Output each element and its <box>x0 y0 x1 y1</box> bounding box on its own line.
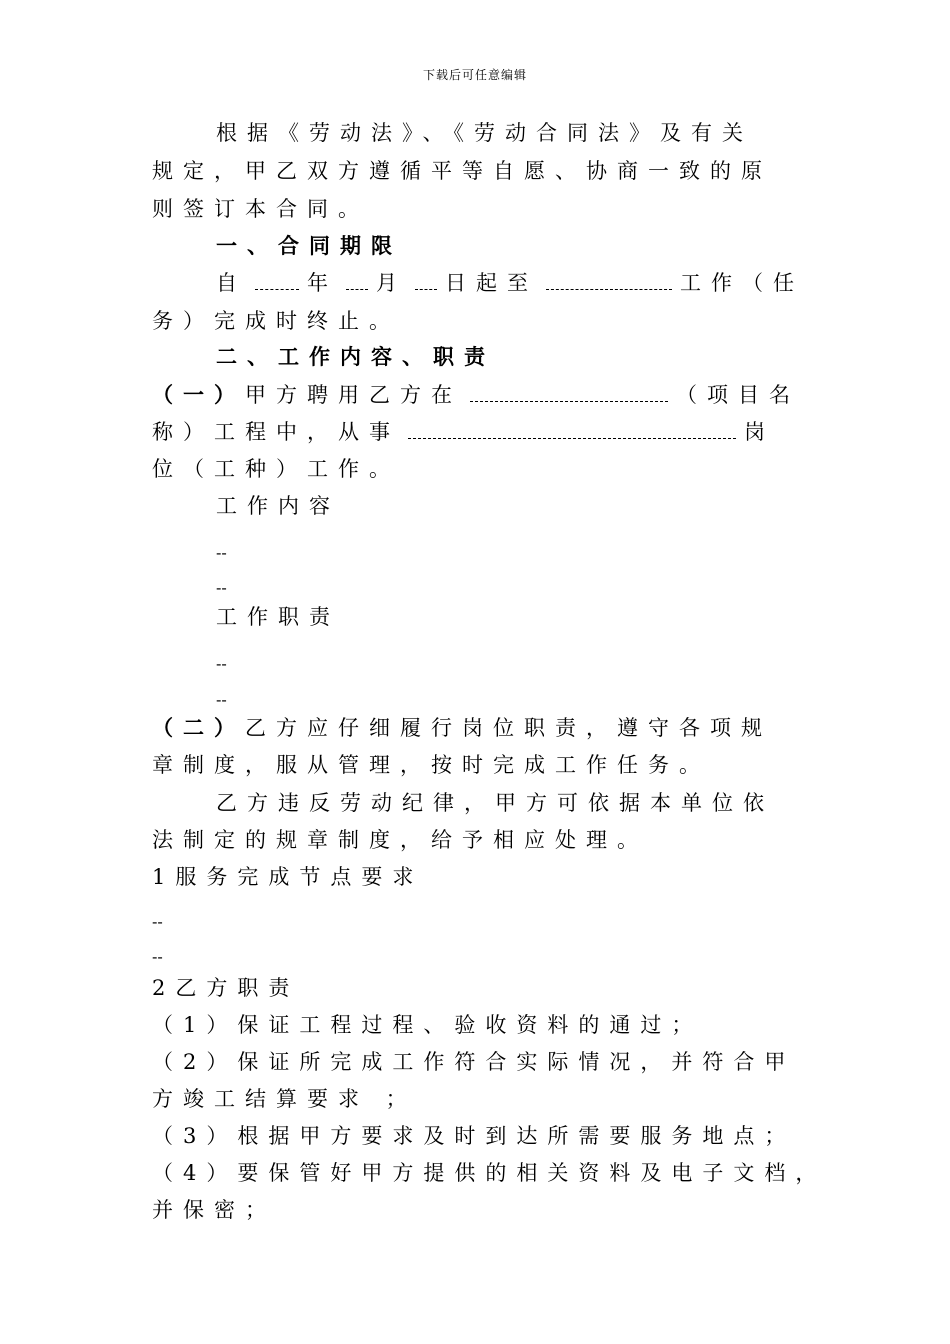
paragraph-line: 乙方违反劳动纪律，甲方可依据本单位依 <box>216 791 774 815</box>
list-item: （2）保证所完成工作符合实际情况，并符合甲 <box>152 1050 796 1074</box>
list-item: 方竣工结算要求 ； <box>152 1087 417 1111</box>
item-line <box>152 417 775 447</box>
placeholder-dash: -- <box>152 912 163 931</box>
paragraph-line: 位（工种）工作。 <box>152 457 400 481</box>
item-prefix: （二） <box>152 715 245 740</box>
paragraph-line: 根据《劳动法》、《劳动合同法》及有关 <box>216 121 753 145</box>
blank-field[interactable] <box>346 289 368 290</box>
blank-field[interactable] <box>470 401 668 402</box>
subheading: 工作职责 <box>216 605 340 629</box>
page-header: 下载后可任意编辑 <box>422 68 527 82</box>
placeholder-dash: -- <box>216 690 227 709</box>
blank-field[interactable] <box>415 289 437 290</box>
list-item: （1）保证工程过程、验收资料的通过； <box>152 1013 703 1037</box>
paragraph-line: 规定，甲乙双方遵循平等自愿、协商一致的原 <box>152 159 772 183</box>
text: 乙方应仔细履行岗位职责，遵守各项规 <box>245 716 772 740</box>
paragraph-line: 务）完成时终止。 <box>152 309 400 333</box>
text: 岗 <box>744 420 775 444</box>
paragraph-line: 章制度，服从管理，按时完成工作任务。 <box>152 753 710 777</box>
placeholder-dash: -- <box>216 654 227 673</box>
paragraph-line: 法制定的规章制度，给予相应处理。 <box>152 828 648 852</box>
blank-field[interactable] <box>408 438 736 439</box>
text: 工作（任 <box>680 271 804 295</box>
section-title: 二、工作内容、职责 <box>216 344 495 369</box>
contract-term-line <box>216 268 804 298</box>
placeholder-dash: -- <box>152 947 163 966</box>
text: 年 <box>307 271 338 295</box>
list-item: （3）根据甲方要求及时到达所需要服务地点； <box>152 1124 796 1148</box>
text: 月 <box>376 271 407 295</box>
placeholder-dash: -- <box>216 543 227 562</box>
subheading: 工作内容 <box>216 494 340 518</box>
item-prefix: （一） <box>152 382 245 407</box>
text: （项目名 <box>676 383 800 407</box>
list-item: 并保密； <box>152 1198 276 1222</box>
text: 自 <box>216 271 247 295</box>
blank-field[interactable] <box>255 289 299 290</box>
text: 称）工程中，从事 <box>152 420 400 444</box>
blank-field[interactable] <box>546 289 672 290</box>
item-line <box>152 380 800 410</box>
text: 甲方聘用乙方在 <box>245 383 462 407</box>
text: 日起至 <box>445 271 538 295</box>
placeholder-dash: -- <box>216 578 227 597</box>
item-line <box>152 713 772 743</box>
numbered-heading: 2乙方职责 <box>152 976 300 1000</box>
section-title: 一、合同期限 <box>216 233 402 258</box>
paragraph-line: 则签订本合同。 <box>152 197 369 221</box>
numbered-heading: 1服务完成节点要求 <box>152 865 424 889</box>
list-item: （4）要保管好甲方提供的相关资料及电子文档， <box>152 1161 827 1185</box>
